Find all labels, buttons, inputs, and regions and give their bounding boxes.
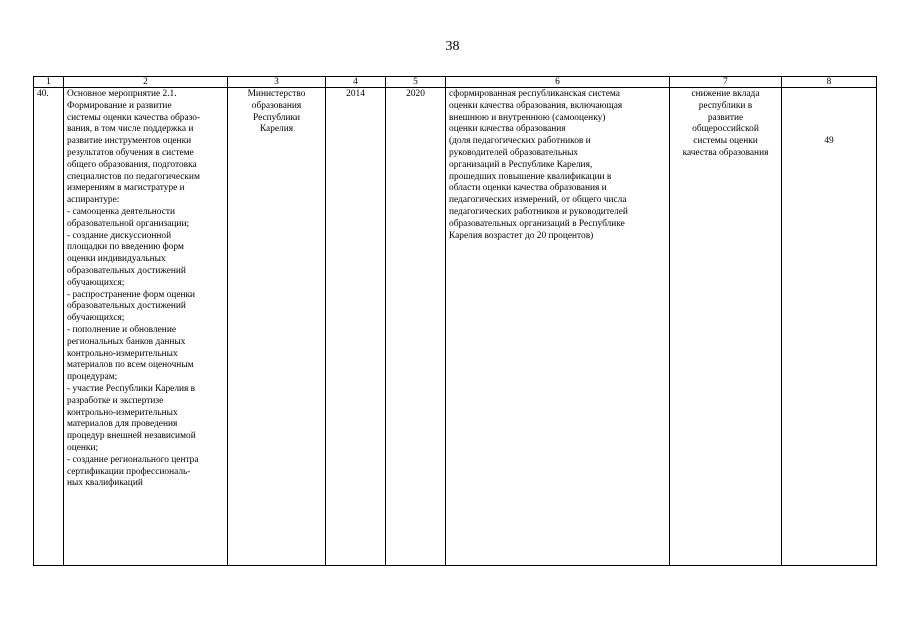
text-line: - распространение форм оценки (67, 289, 196, 300)
text-line: - пополнение и обновление (67, 324, 177, 335)
column-header-7: 7 (670, 77, 782, 88)
consequence-cell (670, 88, 782, 566)
text-line: обучающихся; (67, 277, 125, 288)
text-line: образовательных достижений (67, 265, 186, 276)
text-line: образовательных достижений (67, 301, 186, 312)
text-line: системы оценки (693, 136, 758, 147)
text-line: республики в (698, 100, 753, 111)
table-row (34, 88, 877, 566)
text-line: материалов для проведения (67, 419, 178, 430)
text-line: обучающихся; (67, 313, 125, 324)
text-line: - участие Республики Карелия в (67, 383, 196, 394)
text-line: педагогических измерений, от общего числа (449, 195, 627, 206)
executor-cell (228, 88, 326, 566)
text-line: региональных банков данных (67, 336, 186, 347)
text-line: оценки; (67, 442, 99, 453)
text-line: оценки индивидуальных (67, 254, 166, 265)
end-year-cell: 2020 (386, 88, 446, 566)
text-line: образования (251, 100, 302, 111)
text-line: - создание дискуссионной (67, 230, 172, 241)
column-header-1: 1 (34, 77, 64, 88)
text-line: внешнюю и внутреннюю (самооценку) (449, 112, 606, 123)
text-line: разработке и экспертизе (67, 395, 164, 406)
text-line: (доля педагогических работников и (449, 136, 591, 147)
column-header-3: 3 (228, 77, 326, 88)
text-line: контрольно-измерительных (67, 407, 178, 418)
indicator-cell: 49 (782, 88, 877, 566)
text-line: сформированная республиканская система (449, 89, 620, 99)
text-line: результатов обучения в системе (67, 147, 194, 158)
column-header-6: 6 (446, 77, 670, 88)
text-line: Республики (252, 112, 301, 123)
text-line: снижение вклада (691, 89, 760, 99)
column-header-8: 8 (782, 77, 877, 88)
start-year-cell: 2014 (326, 88, 386, 566)
text-line: вания, в том числе поддержка и (67, 124, 194, 135)
result-cell (446, 88, 670, 566)
page-number: 38 (445, 39, 460, 54)
text-line: развитие инструментов оценки (67, 136, 192, 147)
text-line: процедур внешней независимой (67, 431, 196, 442)
text-line: - самооценка деятельности (67, 206, 175, 217)
text-line: прошедших повышение квалификации в (449, 171, 612, 182)
text-line: - создание регионального центра (67, 454, 199, 465)
text-line: качества образования (682, 147, 769, 158)
text-line: организаций в Республике Карелия, (449, 159, 593, 170)
text-line: оценки качества образования (449, 124, 566, 135)
text-line: развитие (707, 112, 744, 123)
text-line: оценки качества образования, включающая (449, 100, 623, 111)
column-header-2: 2 (64, 77, 228, 88)
text-line: системы оценки качества образо- (67, 112, 201, 123)
text-line: Карелия возрастет до 20 процентов) (449, 230, 594, 241)
text-line: общероссийской (692, 124, 759, 135)
text-line: площадки по введению форм (67, 242, 184, 253)
text-line: области оценки качества образования и (449, 183, 607, 194)
column-header-row (34, 77, 877, 88)
text-line: ных квалификаций (67, 478, 143, 489)
text-line: материалов по всем оценочным (67, 360, 194, 371)
text-line: Формирование и развитие (67, 100, 172, 111)
text-line: контрольно-измерительных (67, 348, 178, 359)
program-table (33, 76, 877, 566)
activity-cell (64, 88, 228, 566)
text-line: общего образования, подготовка (67, 159, 197, 170)
text-line: сертификации профессиональ- (67, 466, 191, 477)
text-line: специалистов по педагогическим (67, 171, 200, 182)
row-index: 40. (34, 88, 64, 566)
text-line: педагогических работников и руководителей (449, 206, 628, 217)
text-line: руководителей образовательных (449, 147, 579, 158)
text-line: измерениям в магистратуре и (67, 183, 185, 194)
text-line: образовательных организаций в Республике (449, 218, 625, 229)
text-line: процедурам; (67, 372, 118, 383)
text-line: аспирантуре: (67, 195, 120, 206)
text-line: Карелия (259, 124, 294, 135)
text-line: образовательной организации; (67, 218, 190, 229)
text-line: Основное мероприятие 2.1. (67, 89, 177, 99)
text-line: Министерство (247, 89, 306, 99)
column-header-5: 5 (386, 77, 446, 88)
column-header-4: 4 (326, 77, 386, 88)
